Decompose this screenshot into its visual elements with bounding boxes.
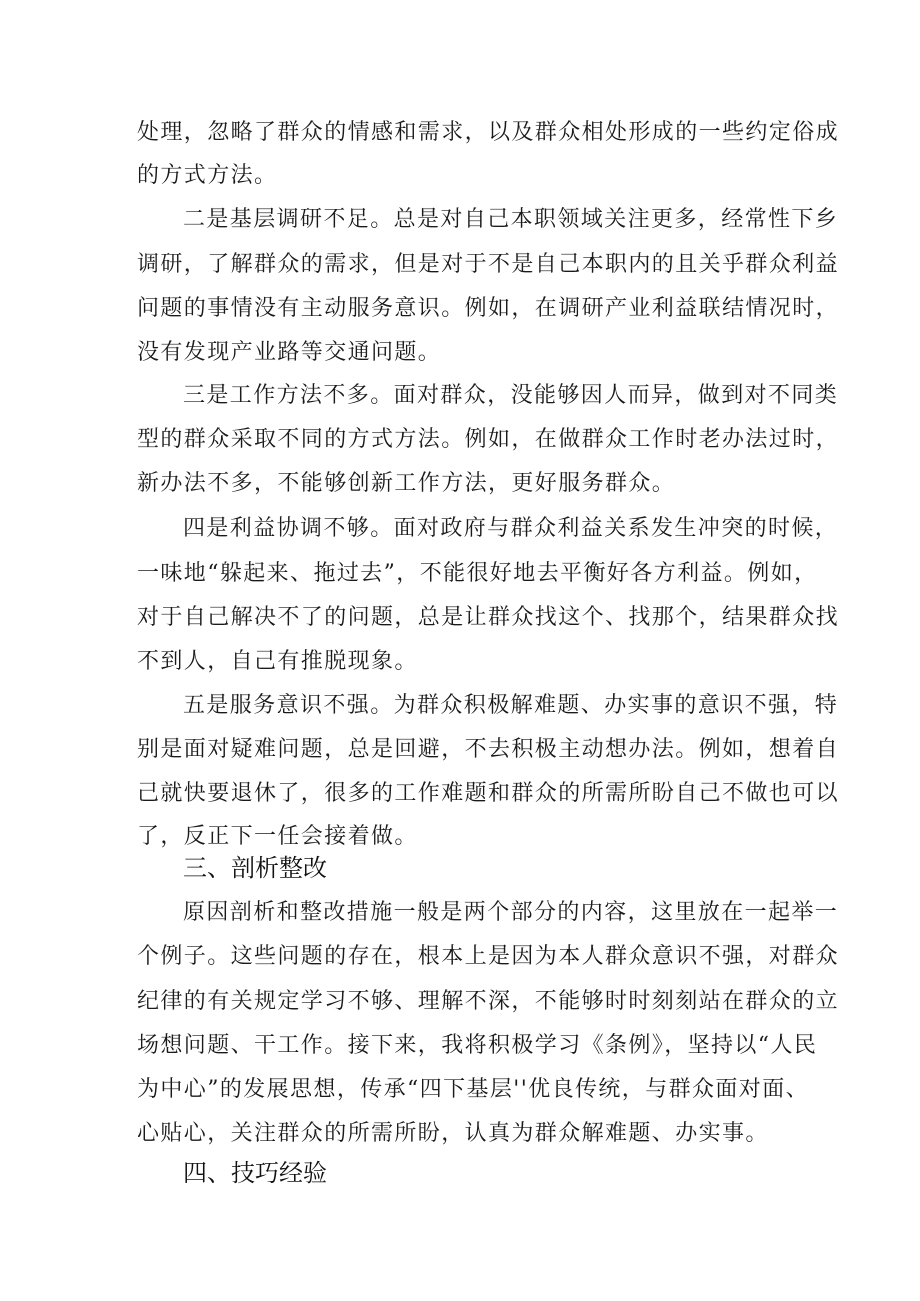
paragraph-line: 型的群众采取不同的方式方法。例如，在做群众工作时老办法过时， [137,427,840,452]
paragraph-line: 的方式方法。 [137,163,278,188]
paragraph-line: 原因剖析和整改措施一般是两个部分的内容，这里放在一起举一 [183,900,839,925]
paragraph-line: 对于自己解决不了的问题，总是让群众找这个、找那个，结果群众找 [137,605,840,630]
paragraph-line: 新办法不多，不能够创新工作方法，更好服务群众。 [137,471,676,496]
paragraph-line: 个例子。这些问题的存在，根本上是因为本人群众意识不强，对群众 [137,944,840,969]
paragraph-line: 没有发现产业路等交通问题。 [137,340,442,365]
paragraph-line: 问题的事情没有主动服务意识。例如，在调研产业利益联结情况时， [137,296,840,321]
paragraph-line: 处理，忽略了群众的情感和需求，以及群众相处形成的一些约定俗成 [137,120,840,145]
paragraph-line: 心贴心，关注群众的所需所盼，认真为群众解难题、办实事。 [137,1121,769,1146]
paragraph-line: 了，反正下一任会接着做。 [137,824,418,849]
paragraph-line: 纪律的有关规定学习不够、理解不深，不能够时时刻刻站在群众的立 [137,989,840,1014]
paragraph-line: 三是工作方法不多。面对群众，没能够因人而异，做到对不同类 [183,383,839,408]
paragraph-line: 四是利益协调不够。面对政府与群众利益关系发生冲突的时候， [183,516,839,541]
paragraph-line: 二是基层调研不足。总是对自己本职领域关注更多，经常性下乡 [183,207,839,232]
paragraph-line: 别是面对疑难问题，总是回避，不去积极主动想办法。例如，想着自 [137,737,840,762]
section-heading: 四、技巧经验 [183,1159,327,1187]
paragraph-line: 己就快要退休了，很多的工作难题和群众的所需所盼自己不做也可以 [137,781,840,806]
paragraph-line: 调研，了解群众的需求，但是对于不是自己本职内的且关乎群众利益 [137,252,840,277]
paragraph-line: 不到人，自己有推脱现象。 [137,649,418,674]
paragraph-line: 场想问题、干工作。接下来，我将积极学习《条例》，坚持以“人民 [137,1033,818,1058]
paragraph-line: 五是服务意识不强。为群众积极解难题、办实事的意识不强，特 [183,693,839,718]
paragraph-line: 为中心”的发展思想，传承“四下基层''优良传统，与群众面对面、 [137,1077,809,1102]
section-heading: 三、剖析整改 [183,854,327,882]
paragraph-line: 一味地“躲起来、拖过去”，不能很好地去平衡好各方利益。例如， [137,561,818,586]
